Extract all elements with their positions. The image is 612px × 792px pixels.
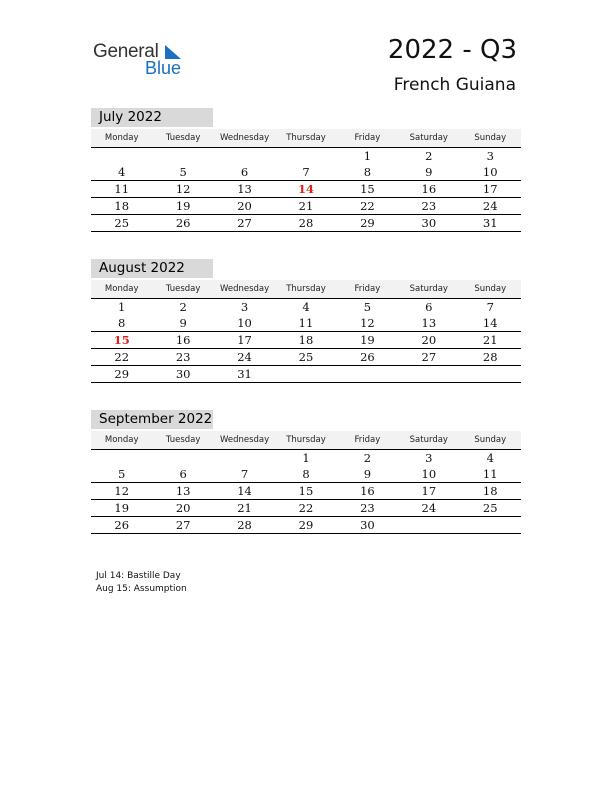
- date-cell: [275, 148, 336, 164]
- date-cell: 19: [360, 333, 375, 347]
- date-cell: 23: [175, 350, 191, 364]
- date-cell: 17: [421, 484, 437, 498]
- date-cell: 19: [114, 501, 130, 515]
- page-title: 2022 - Q3: [387, 35, 517, 65]
- date-cell: 18: [482, 484, 498, 498]
- logo-triangle-icon: [165, 45, 181, 59]
- holiday-date-cell: 14: [297, 182, 314, 196]
- date-cell: 7: [302, 165, 310, 179]
- month-block-september: [91, 410, 521, 534]
- date-cell: 17: [482, 182, 498, 196]
- date-cell: 10: [421, 467, 437, 481]
- date-cell: [214, 450, 275, 466]
- date-cell: 9: [425, 165, 433, 179]
- date-cell: 3: [425, 451, 433, 465]
- date-cell: 8: [118, 316, 126, 330]
- week-row: [91, 450, 521, 466]
- weekday-label: Thursday: [286, 284, 326, 294]
- date-cell: [214, 148, 275, 164]
- date-cell: 8: [363, 165, 372, 179]
- date-cell: 22: [114, 350, 130, 364]
- date-cell: 8: [302, 467, 310, 481]
- date-cell: 20: [237, 199, 252, 213]
- date-cell: 24: [237, 350, 252, 364]
- week-row: [91, 500, 521, 517]
- holiday-date-cell: 15: [113, 333, 130, 347]
- weekday-label: Monday: [104, 133, 139, 143]
- date-cell: 11: [298, 316, 314, 330]
- date-cell: 1: [118, 300, 126, 314]
- date-cell: 16: [360, 484, 375, 498]
- date-cell: 4: [118, 165, 126, 179]
- date-cell: 18: [114, 199, 130, 213]
- logo: [93, 41, 193, 81]
- date-cell: 23: [360, 501, 375, 515]
- logo-blue-text: Blue: [145, 58, 182, 78]
- date-cell: [460, 517, 521, 533]
- weekday-label: Sunday: [474, 435, 507, 445]
- date-cell: 16: [421, 182, 437, 196]
- date-cell: 30: [360, 518, 375, 532]
- date-cell: 21: [298, 199, 314, 213]
- weekday-label: Saturday: [409, 435, 448, 445]
- date-cell: 14: [237, 484, 252, 498]
- date-cell: 29: [360, 216, 375, 230]
- logo-general-text: General: [93, 41, 159, 62]
- holiday-note: Jul 14: Bastille Day: [96, 571, 181, 581]
- date-cell: 17: [237, 333, 252, 347]
- date-cell: 4: [302, 300, 310, 314]
- weekday-label: Wednesday: [219, 284, 270, 294]
- weekday-label: Thursday: [286, 435, 326, 445]
- date-cell: 27: [237, 216, 252, 230]
- date-cell: 2: [363, 451, 372, 465]
- date-cell: 21: [237, 501, 252, 515]
- weekday-label: Wednesday: [219, 435, 270, 445]
- date-cell: [398, 366, 459, 382]
- week-row: [91, 517, 521, 534]
- date-cell: 5: [179, 165, 187, 179]
- date-cell: 7: [486, 300, 494, 314]
- weekday-header-row: [91, 129, 521, 148]
- date-cell: 28: [237, 518, 252, 532]
- date-cell: 26: [114, 518, 130, 532]
- date-cell: [91, 148, 152, 164]
- date-cell: 16: [175, 333, 191, 347]
- week-row: [91, 215, 521, 232]
- date-cell: 11: [114, 182, 130, 196]
- week-row: [91, 483, 521, 500]
- date-cell: 4: [486, 451, 494, 465]
- date-cell: 1: [363, 149, 372, 163]
- weekday-label: Sunday: [474, 133, 507, 143]
- date-cell: 27: [175, 518, 191, 532]
- date-cell: 2: [425, 149, 433, 163]
- date-cell: 12: [360, 316, 375, 330]
- date-cell: 15: [298, 484, 314, 498]
- date-cell: 25: [482, 501, 498, 515]
- date-cell: 6: [425, 300, 433, 314]
- date-cell: 27: [421, 350, 437, 364]
- week-row: [91, 198, 521, 215]
- date-cell: 12: [175, 182, 191, 196]
- week-row: [91, 181, 521, 198]
- week-row: [91, 349, 521, 366]
- holiday-note: Aug 15: Assumption: [96, 584, 187, 594]
- week-row: [91, 148, 521, 164]
- date-cell: 9: [179, 316, 187, 330]
- date-cell: [91, 450, 152, 466]
- date-cell: 1: [302, 451, 310, 465]
- date-cell: 22: [298, 501, 314, 515]
- date-cell: 19: [175, 199, 191, 213]
- date-cell: 29: [298, 518, 314, 532]
- date-cell: 7: [240, 467, 249, 481]
- date-cell: 13: [237, 182, 252, 196]
- date-cell: 22: [360, 199, 375, 213]
- date-cell: 26: [360, 350, 375, 364]
- date-cell: 30: [421, 216, 437, 230]
- date-cell: 13: [421, 316, 437, 330]
- date-cell: [152, 450, 213, 466]
- weekday-label: Sunday: [474, 284, 507, 294]
- date-cell: 13: [175, 484, 191, 498]
- month-title: September 2022: [91, 410, 213, 429]
- date-cell: [398, 517, 459, 533]
- weekday-label: Thursday: [286, 133, 326, 143]
- weekday-label: Friday: [354, 284, 381, 294]
- date-cell: 25: [114, 216, 130, 230]
- date-cell: 25: [298, 350, 314, 364]
- date-cell: 11: [482, 467, 498, 481]
- date-cell: 5: [118, 467, 126, 481]
- date-cell: 10: [237, 316, 252, 330]
- date-cell: 28: [482, 350, 498, 364]
- date-cell: [460, 366, 521, 382]
- date-cell: [337, 366, 398, 382]
- date-cell: 6: [240, 165, 249, 179]
- weekday-label: Saturday: [409, 284, 448, 294]
- month-title: August 2022: [91, 259, 213, 278]
- month-block-july: [91, 108, 521, 232]
- weekday-label: Monday: [104, 284, 139, 294]
- week-row: [91, 299, 521, 315]
- date-cell: 29: [114, 367, 130, 381]
- date-cell: 3: [486, 149, 494, 163]
- week-row: [91, 315, 521, 332]
- date-cell: 14: [482, 316, 498, 330]
- date-cell: 3: [240, 300, 249, 314]
- date-cell: 10: [482, 165, 498, 179]
- weekday-header-row: [91, 431, 521, 450]
- weekday-label: Saturday: [409, 133, 448, 143]
- date-cell: 21: [482, 333, 498, 347]
- date-cell: 31: [482, 216, 498, 230]
- date-cell: [152, 148, 213, 164]
- month-title: July 2022: [91, 108, 213, 127]
- week-row: [91, 332, 521, 349]
- month-block-august: [91, 259, 521, 383]
- weekday-label: Monday: [104, 435, 139, 445]
- week-row: [91, 466, 521, 483]
- date-cell: 20: [175, 501, 191, 515]
- date-cell: 31: [237, 367, 252, 381]
- week-row: [91, 164, 521, 181]
- weekday-label: Wednesday: [219, 133, 270, 143]
- date-cell: 6: [179, 467, 187, 481]
- weekday-label: Tuesday: [165, 133, 201, 143]
- holiday-notes: [96, 570, 187, 596]
- date-cell: 15: [360, 182, 375, 196]
- date-cell: 5: [363, 300, 372, 314]
- date-cell: 23: [421, 199, 437, 213]
- date-cell: 9: [363, 467, 372, 481]
- date-cell: 28: [298, 216, 314, 230]
- date-cell: 30: [175, 367, 191, 381]
- date-cell: 2: [179, 300, 187, 314]
- weekday-label: Tuesday: [165, 435, 201, 445]
- date-cell: 18: [298, 333, 314, 347]
- date-cell: 20: [421, 333, 437, 347]
- weekday-label: Friday: [354, 133, 381, 143]
- date-cell: 24: [421, 501, 437, 515]
- page-subtitle: French Guiana: [393, 75, 516, 95]
- date-cell: 24: [482, 199, 498, 213]
- week-row: [91, 366, 521, 383]
- date-cell: [275, 366, 336, 382]
- weekday-label: Tuesday: [165, 284, 201, 294]
- weekday-header-row: [91, 280, 521, 299]
- date-cell: 12: [114, 484, 130, 498]
- weekday-label: Friday: [354, 435, 381, 445]
- date-cell: 26: [175, 216, 191, 230]
